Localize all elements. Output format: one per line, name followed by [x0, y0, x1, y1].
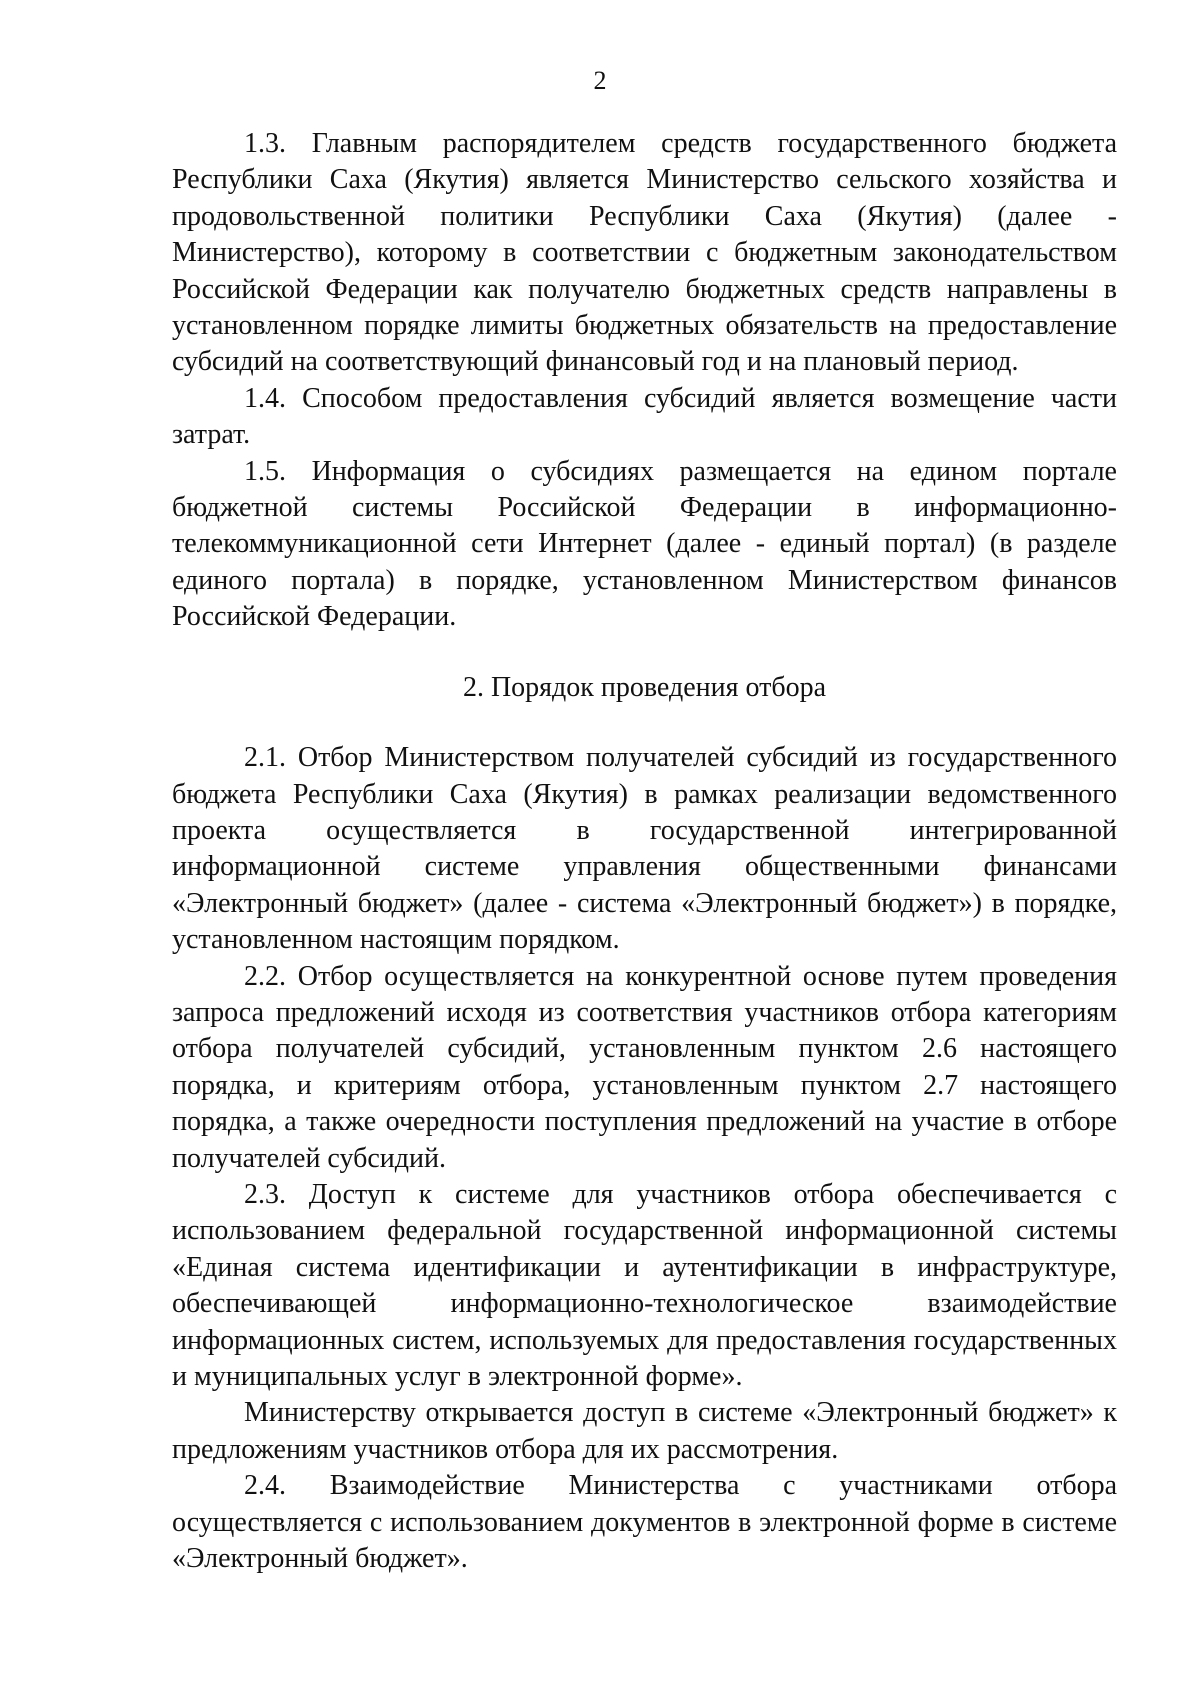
paragraph-1-3: 1.3. Главным распорядителем средств государственного бюджета Республики Саха (Якутия) является Министерство сельского хозяйства и продовольственной политики Республики Саха (Якутия) (далее - Министерство), которому в соответствии с бюджетным законодательством Российской Федерации как получателю бюджетных средств направлены в установленном порядке лимиты бюджетных обязательств на предоставление субсидий на соответствующий финансовый год и на плановый период.	[172, 128, 1117, 378]
paragraph-2-3: 2.3. Доступ к системе для участников отбора обеспечивается с использованием федеральной государственной информационной системы «Единая система идентификации и аутентификации в инфраструктуре, обеспечивающей информационно-технологическое взаимодействие информационных систем, используемых для предоставления государственных и муниципальных услуг в электронной форме».	[172, 1178, 1117, 1392]
paragraph-2-2: 2.2. Отбор осуществляется на конкурентной основе путем проведения запроса предложений исходя из соответствия участников отбора категориям отбора получателей субсидий, установленным пунктом 2.6 настоящего порядка, и критериям отбора, установленным пунктом 2.7 настоящего порядка, а также очередности поступления предложений на участие в отборе получателей субсидий.	[172, 960, 1117, 1174]
paragraph-2-3-continuation: Министерству открывается доступ в системе «Электронный бюджет» к предложениям участников отбора для их рассмотрения.	[172, 1397, 1117, 1465]
paragraph-2-1: 2.1. Отбор Министерством получателей субсидий из государственного бюджета Республики Саха (Якутия) в рамках реализации ведомственного проекта осуществляется в государственной интегрированной информационной системе управления общественными финансами «Электронный бюджет» (далее - система «Электронный бюджет») в порядке, установленном настоящим порядком.	[172, 742, 1117, 956]
paragraph-2-4: 2.4. Взаимодействие Министерства с участниками отбора осуществляется с использованием документов в электронной форме в системе «Электронный бюджет».	[172, 1470, 1117, 1575]
paragraph-1-5: 1.5. Информация о субсидиях размещается на едином портале бюджетной системы Российской Федерации в информационно-телекоммуникационной сети Интернет (далее - единый портал) (в разделе единого портала) в порядке, установленном Министерством финансов Российской Федерации.	[172, 455, 1117, 633]
document-body	[172, 126, 1117, 1577]
page-number: 2	[593, 66, 607, 95]
section-heading: 2. Порядок проведения отбора	[462, 671, 827, 703]
paragraph-1-4: 1.4. Способом предоставления субсидий является возмещение части затрат.	[172, 382, 1117, 451]
